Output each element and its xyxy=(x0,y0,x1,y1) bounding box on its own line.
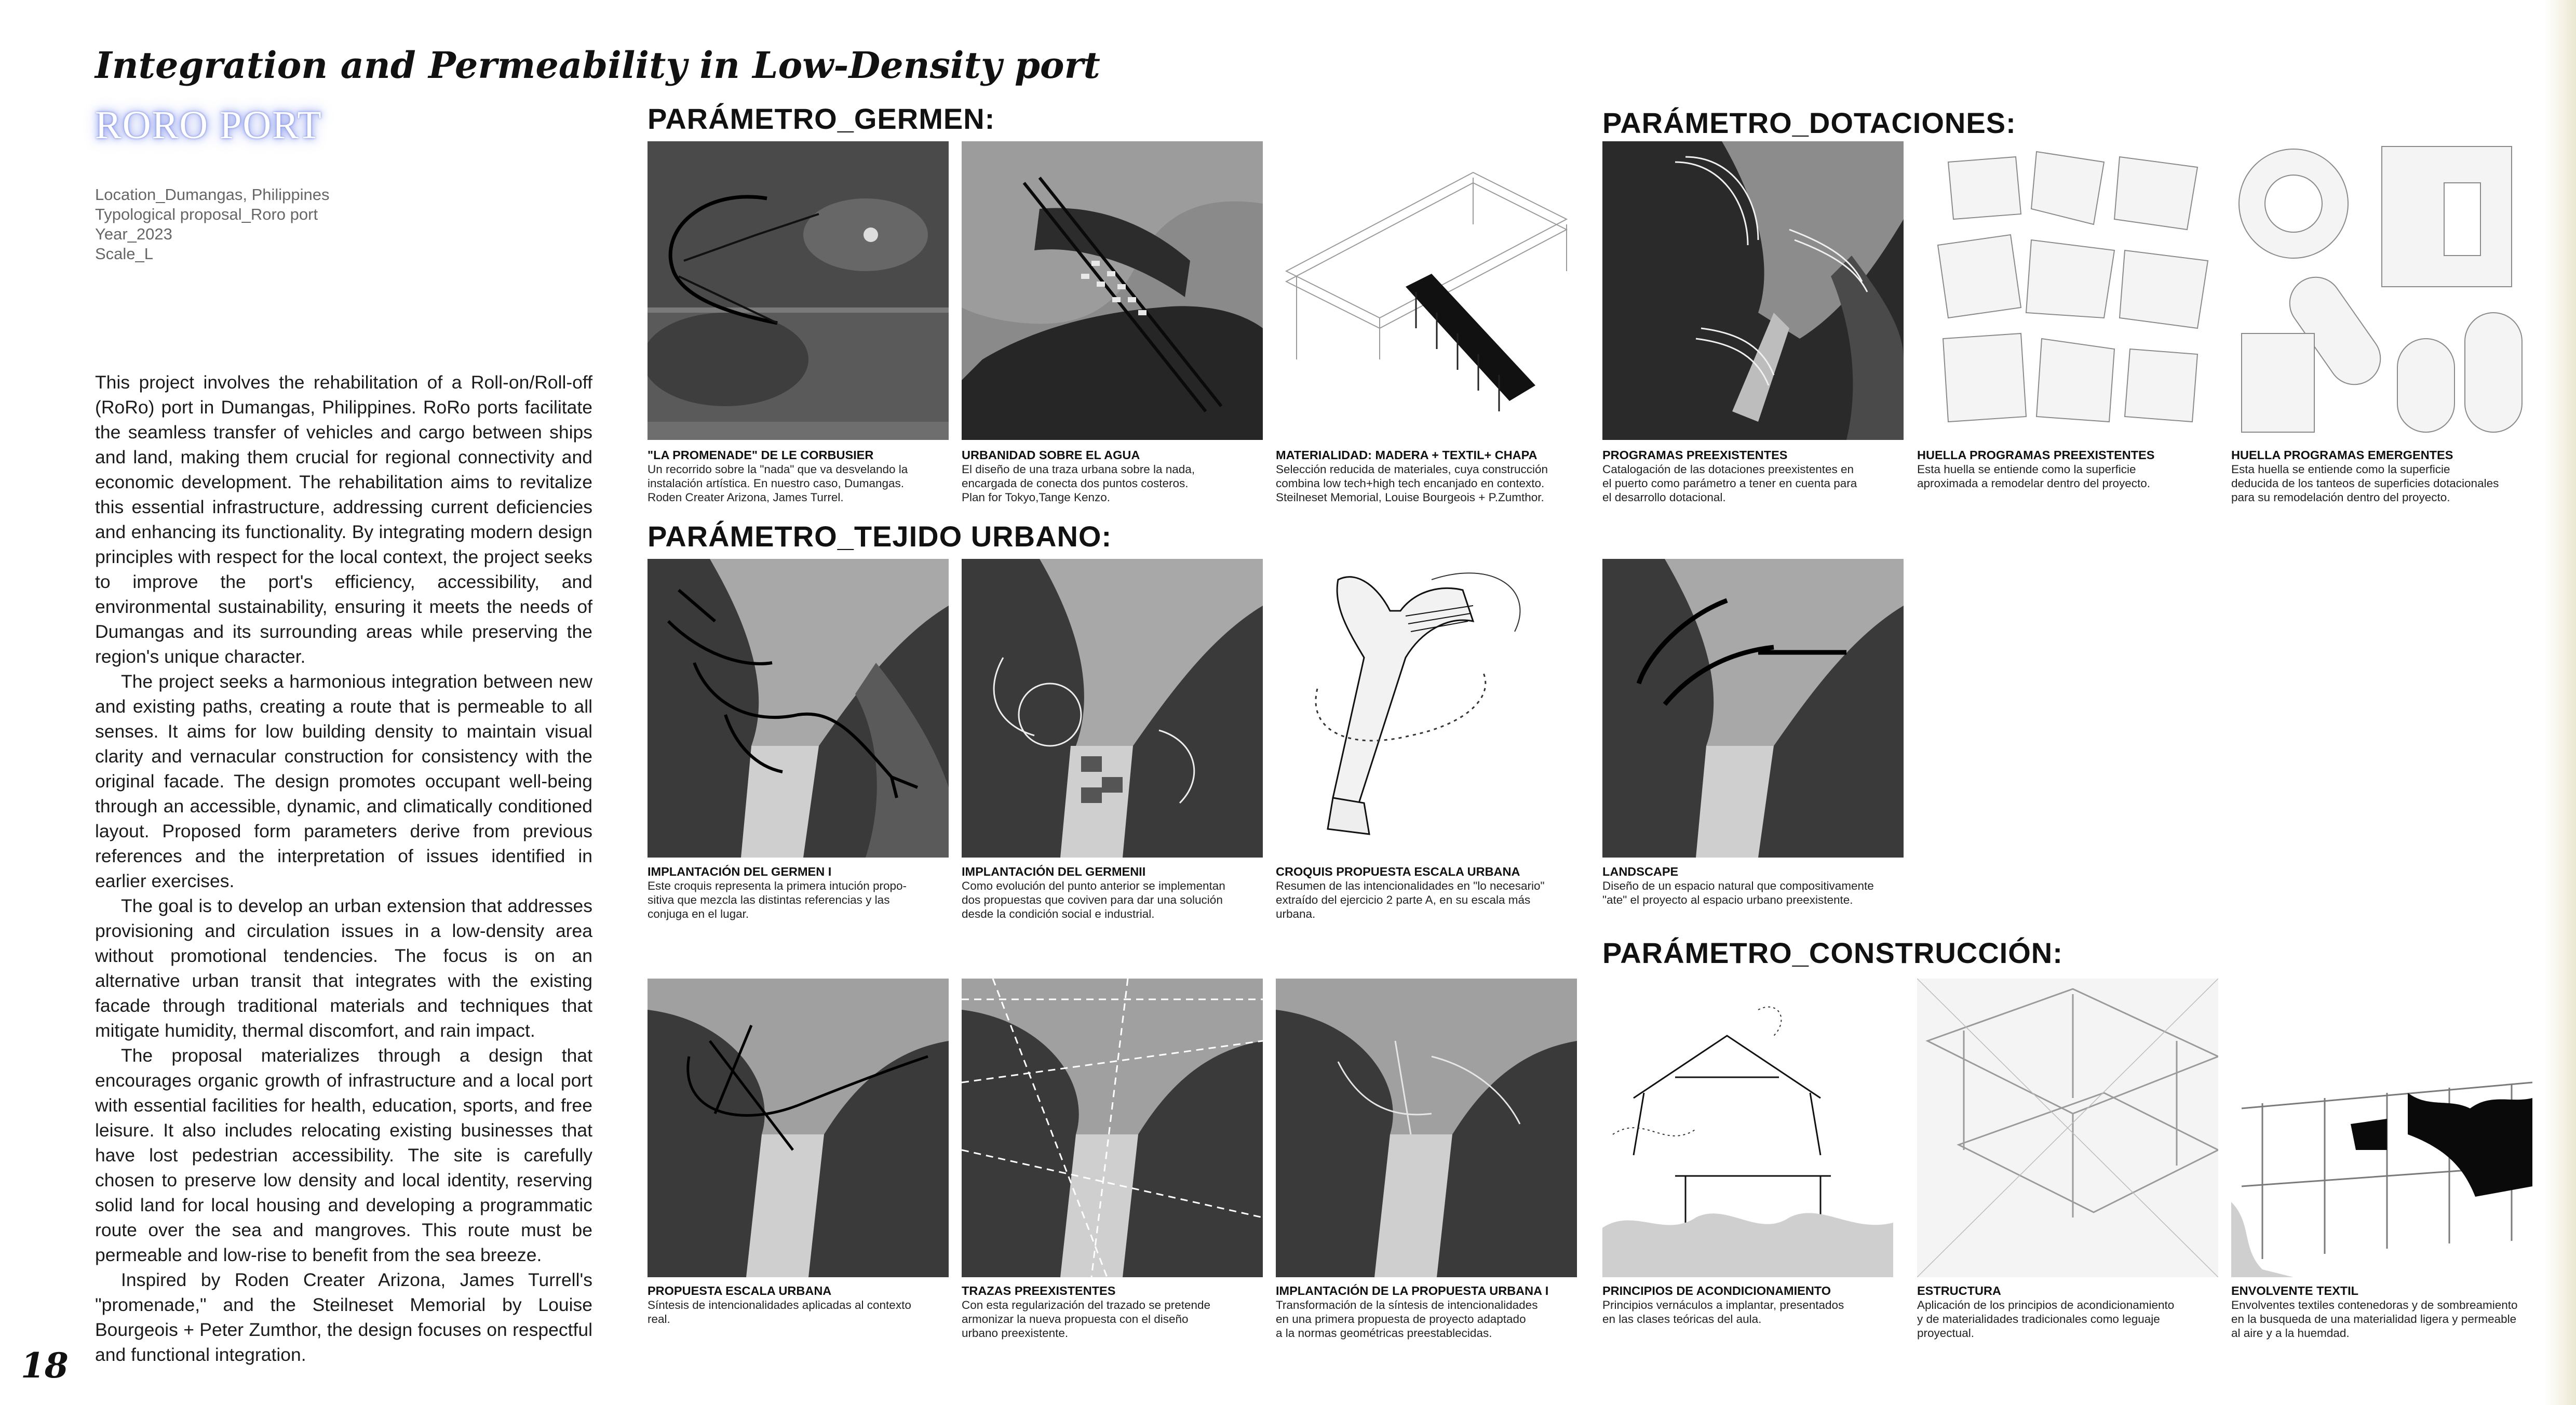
figure-emergent-footprint xyxy=(2231,141,2532,440)
figure-existing-footprint xyxy=(1917,141,2218,440)
page-number: 18 xyxy=(21,1345,69,1386)
caption-line: Roden Creater Arizona, James Turrel. xyxy=(648,491,844,504)
caption-line: Catalogación de las dotaciones preexistentes en xyxy=(1602,463,1854,476)
caption-title: TRAZAS PREEXISTENTES xyxy=(962,1284,1116,1297)
caption-line: sitiva que mezcla las distintas referencias y las xyxy=(648,893,890,906)
figure-steilneset-axonometric xyxy=(1276,141,1577,440)
caption-line: urbana. xyxy=(1276,907,1316,920)
figure-caption xyxy=(648,865,949,921)
meta-year: Year_2023 xyxy=(95,225,172,243)
caption-line: El diseño de una traza urbana sobre la nada, xyxy=(962,463,1195,476)
figure-germen-implant-1 xyxy=(648,559,949,858)
caption-title: MATERIALIDAD: MADERA + TEXTIL+ CHAPA xyxy=(1276,448,1537,462)
paragraph: Inspired by Roden Creater Arizona, James Turrell's "promenade," and the Steilneset Memorial by Louise Bourgeois + Peter Zumthor, the design focuses on respectful and functional integration. xyxy=(95,1269,592,1365)
caption-title: URBANIDAD SOBRE EL AGUA xyxy=(962,448,1140,462)
caption-title: HUELLA PROGRAMAS PREEXISTENTES xyxy=(1917,448,2155,462)
meta-scale: Scale_L xyxy=(95,245,154,263)
paragraph: This project involves the rehabilitation of a Roll-on/Roll-off (RoRo) port in Dumangas, Philippines. RoRo ports facilitate the seamless transfer of vehicles and cargo between ships and land, making them crucial for regional connectivity and economic development. The rehabilitation aims to revitalize this essential infrastructure, addressing current deficiencies and enhancing its functionality. By integrating modern design principles with respect for the local context, the project seeks to improve the port's efficiency, accessibility, and environmental sustainability, ensuring it meets the needs of Dumangas and its surrounding areas while preserving the region's unique character. xyxy=(95,372,592,667)
caption-title: IMPLANTACIÓN DEL GERMEN I xyxy=(648,865,832,878)
caption-line: en una primera propuesta de proyecto adaptado xyxy=(1276,1313,1526,1326)
caption-line: aproximada a remodelar dentro del proyecto. xyxy=(1917,477,2151,490)
meta-location: Location_Dumangas, Philippines xyxy=(95,185,330,204)
page-edge-shadow xyxy=(2545,0,2576,1405)
figure-caption xyxy=(2231,448,2532,504)
caption-line: urbano preexistente. xyxy=(962,1327,1069,1340)
caption-line: Principios vernáculos a implantar, presentados xyxy=(1602,1299,1844,1312)
figure-caption xyxy=(962,448,1263,504)
caption-line: proyectual. xyxy=(1917,1327,1975,1340)
caption-line: Envolventes textiles contenedoras y de sombreamiento xyxy=(2231,1299,2518,1312)
caption-line: extraído del ejercicio 2 parte A, en su escala más xyxy=(1276,893,1531,906)
caption-line: al aire y a la huemdad. xyxy=(2231,1327,2350,1340)
caption-line: real. xyxy=(648,1313,670,1326)
caption-title: HUELLA PROGRAMAS EMERGENTES xyxy=(2231,448,2453,462)
figure-caption xyxy=(1917,1284,2218,1340)
caption-line: Esta huella se entiende como la superficie xyxy=(2231,463,2450,476)
figure-caption xyxy=(1602,448,1904,504)
caption-line: y de materialidades tradicionales como leguaje xyxy=(1917,1313,2160,1326)
caption-line: Con esta regularización del trazado se pretende xyxy=(962,1299,1211,1312)
figure-textile-envelope xyxy=(2231,979,2532,1277)
caption-title: PRINCIPIOS DE ACONDICIONAMIENTO xyxy=(1602,1284,1831,1297)
caption-line: Síntesis de intencionalidades aplicadas al contexto xyxy=(648,1299,911,1312)
caption-line: "ate" el proyecto al espacio urbano preexistente. xyxy=(1602,893,1853,906)
caption-line: desde la condición social e industrial. xyxy=(962,907,1155,920)
caption-line: para su remodelación dentro del proyecto. xyxy=(2231,491,2450,504)
paragraph: The proposal materializes through a design that encourages organic growth of infrastructure and a local port with essential facilities for health, education, sports, and free leisure. It also includes relocating existing businesses that have lost pedestrian accessibility. The site is carefully chosen to preserve low density and local identity, reserving solid land for local housing and developing a programmatic route over the sea and mangroves. This route must be permeable and low-rise to benefit from the sea breeze. xyxy=(95,1045,592,1265)
caption-line: deducida de los tanteos de superficies dotacionales xyxy=(2231,477,2499,490)
meta-typology: Typological proposal_Roro port xyxy=(95,205,318,223)
figure-landscape xyxy=(1602,559,1904,858)
figure-caption xyxy=(1276,1284,1577,1340)
caption-line: dos propuestas que coviven para dar una solución xyxy=(962,893,1223,906)
figure-caption xyxy=(1602,865,1904,907)
caption-line: a la normas geométricas preestablecidas. xyxy=(1276,1327,1492,1340)
figure-caption xyxy=(648,448,949,504)
caption-title: PROPUESTA ESCALA URBANA xyxy=(648,1284,832,1297)
figure-caption xyxy=(1276,865,1577,921)
figure-caption xyxy=(2231,1284,2532,1340)
figure-existing-traces xyxy=(962,979,1263,1277)
caption-line: Transformación de la síntesis de intencionalidades xyxy=(1276,1299,1538,1312)
paragraph: The goal is to develop an urban extension that addresses provisioning and circulation issues in a low-density area without promotional tendencies. The focus is on an alternative urban transit that integrates with the existing facade through traditional materials and techniques that mitigate humidity, thermal discomfort, and rain impact. xyxy=(95,895,592,1041)
figure-existing-programs-map xyxy=(1602,141,1904,440)
figure-promenade-aerial xyxy=(648,141,949,440)
figure-caption xyxy=(648,1284,949,1326)
section-title-construccion: PARÁMETRO_CONSTRUCCIÓN: xyxy=(1602,936,2063,969)
caption-line: instalación artística. En nuestro caso, Dumangas. xyxy=(648,477,905,490)
page-title: Integration and Permeability in Low-Density port xyxy=(95,44,1100,87)
caption-title: "LA PROMENADE" DE LE CORBUSIER xyxy=(648,448,874,462)
caption-line: Plan for Tokyo,Tange Kenzo. xyxy=(962,491,1111,504)
caption-line: combina low tech+high tech encanjado en contexto. xyxy=(1276,477,1545,490)
section-title-dotaciones: PARÁMETRO_DOTACIONES: xyxy=(1602,106,2016,139)
caption-line: encargada de conecta dos puntos costeros. xyxy=(962,477,1189,490)
figure-structure xyxy=(1917,979,2218,1277)
caption-line: Esta huella se entiende como la superficie xyxy=(1917,463,2136,476)
caption-line: en la busqueda de una materialidad ligera y permeable xyxy=(2231,1313,2517,1326)
project-subtitle: RORO PORT xyxy=(95,103,322,147)
caption-line: el desarrollo dotacional. xyxy=(1602,491,1726,504)
caption-title: IMPLANTACIÓN DE LA PROPUESTA URBANA I xyxy=(1276,1284,1549,1297)
caption-line: Un recorrido sobre la "nada" que va desvelando la xyxy=(648,463,908,476)
paragraph: The project seeks a harmonious integration between new and existing paths, creating a route that is permeable to all senses. It aims for low building density to maintain visual clarity and vernacular construction for consistency with the original facade. The design promotes occupant well-being through an accessible, dynamic, and climatically conditioned layout. Proposed form parameters derive from previous references and the interpretation of issues identified in earlier exercises. xyxy=(95,671,592,891)
caption-line: Resumen de las intencionalidades en "lo necesario" xyxy=(1276,879,1545,892)
section-title-germen: PARÁMETRO_GERMEN: xyxy=(648,102,995,135)
caption-title: CROQUIS PROPUESTA ESCALA URBANA xyxy=(1276,865,1520,878)
caption-line: Selección reducida de materiales, cuya construcción xyxy=(1276,463,1548,476)
caption-title: IMPLANTACIÓN DEL GERMENII xyxy=(962,865,1146,878)
figure-caption xyxy=(962,1284,1263,1340)
caption-title: ENVOLVENTE TEXTIL xyxy=(2231,1284,2359,1297)
figure-urban-implant xyxy=(1276,979,1577,1277)
caption-line: conjuga en el lugar. xyxy=(648,907,749,920)
figure-caption xyxy=(1602,1284,1904,1326)
figure-caption xyxy=(1917,448,2218,490)
caption-title: LANDSCAPE xyxy=(1602,865,1679,878)
figure-tokyo-plan xyxy=(962,141,1263,440)
caption-line: Como evolución del punto anterior se implementan xyxy=(962,879,1225,892)
caption-line: Steilneset Memorial, Louise Bourgeois + P.Zumthor. xyxy=(1276,491,1544,504)
caption-title: ESTRUCTURA xyxy=(1917,1284,2001,1297)
figure-germen-implant-2 xyxy=(962,559,1263,858)
figure-caption xyxy=(962,865,1263,921)
caption-line: armonizar la nueva propuesta con el diseño xyxy=(962,1313,1189,1326)
caption-line: Este croquis representa la primera intución propo- xyxy=(648,879,907,892)
figure-urban-proposal xyxy=(648,979,949,1277)
caption-line: el puerto como parámetro a tener en cuenta para xyxy=(1602,477,1857,490)
caption-title: PROGRAMAS PREEXISTENTES xyxy=(1602,448,1788,462)
section-title-tejido-urbano: PARÁMETRO_TEJIDO URBANO: xyxy=(648,520,1112,553)
caption-line: Diseño de un espacio natural que compositivamente xyxy=(1602,879,1874,892)
figure-conditioning-principles xyxy=(1602,979,1904,1277)
project-meta xyxy=(95,185,330,264)
figure-urban-sketch xyxy=(1276,559,1577,858)
caption-line: Aplicación de los principios de acondicionamiento xyxy=(1917,1299,2175,1312)
figure-caption xyxy=(1276,448,1577,504)
caption-line: en las clases teóricas del aula. xyxy=(1602,1313,1762,1326)
project-description xyxy=(95,370,592,1367)
